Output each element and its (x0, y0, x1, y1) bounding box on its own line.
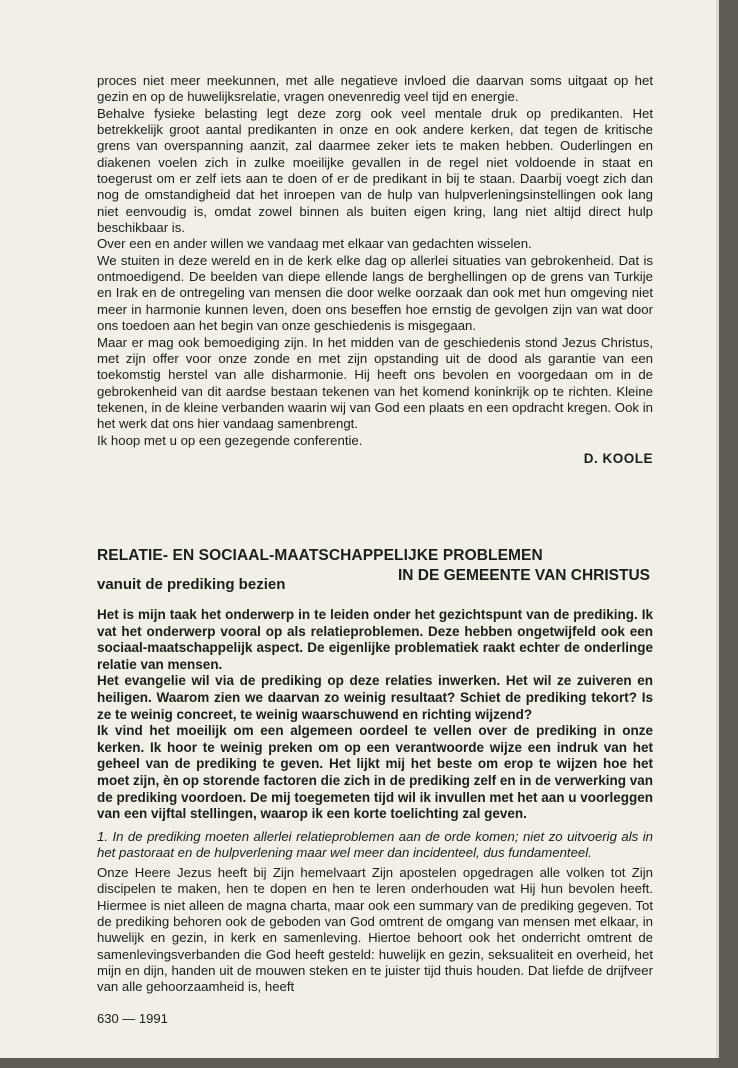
paragraph: Behalve fysieke belasting legt deze zorg ook veel mentale druk op predikanten. Het betrekkelijk groot aantal predikanten in onze en ook andere kerken, dat tegen de kritische grens van overspanning aanzit, zal daarmee zeker iets te maken hebben. Ouderlingen en diakenen voelen zich in zulke moeilijke gevallen in de regel niet voldoende in staat en toegerust om er zelf iets aan te doen of er de predikant in bij te staan. Daarbij voegt zich dan nog de omstandigheid dat het inroepen van de hulp van hulpverleningsinstellingen ook lang niet eenvoudig is, omdat zowel binnen als buiten eigen kring, lang niet altijd direct hulp beschikbaar is. (97, 105, 653, 236)
body-paragraph: Onze Heere Jezus heeft bij Zijn hemelvaart Zijn apostelen opgedragen alle volken tot Zijn discipelen te maken, hen te dopen en hen te leren onderhouden wat Hij hun bevolen heeft. Hiermee is niet alleen de magna charta, maar ook een summary van de prediking gegeven. Tot de prediking behoren ook de geboden van God omtrent de omgang van mensen met elkaar, in huwelijk en gezin, in kerk en samenleving. Hiertoe behoort ook het onderricht omtrent de samenlevingsverbanden die God heeft gesteld: huwelijk en gezin, seksualiteit en overheid, het mijn en dijn, handen uit de mouwen steken en te juister tijd thuis houden. Dat liefde de drijfveer van alle gehoorzaamheid is, heeft (97, 865, 653, 995)
text-column (97, 73, 653, 1026)
intro-paragraph: Het is mijn taak het onderwerp in te leiden onder het gezichtspunt van de prediking. Ik vat het onderwerp vooral op als relatieproblemen. Deze hebben ongetwijfeld ook een sociaal-maatschappelijk aspect. De eigenlijke problematiek raakt echter de onderlinge relatie van mensen. (97, 607, 653, 672)
intro-paragraph: Ik vind het moeilijk om een algemeen oordeel te vellen over de prediking in onze kerken. Ik hoor te weinig preken om op een verantwoorde wijze een indruk van het geheel van de prediking te geven. Het lijkt mij het beste om erop te wijzen hoe het moet zijn, èn op storende factoren die zich in de prediking zelf en in de verwerking van de prediking voordoen. De mij toegemeten tijd wil ik invullen met het aan u voorleggen van een vijftal stellingen, waarop ik een korte toelichting zal geven. (97, 723, 653, 822)
article-intro (97, 607, 653, 823)
thesis-1: 1. In de prediking moeten allerlei relatieproblemen aan de orde komen; niet zo uitvoerig als in het pastoraat en de hulpverlening maar wel meer dan incidenteel, dus fundamenteel. (97, 829, 653, 861)
article-title-line-2: IN DE GEMEENTE VAN CHRISTUS (397, 567, 650, 584)
paragraph: proces niet meer meekunnen, met alle negatieve invloed die daarvan soms uitgaat op het gezin en op de huwelijksrelatie, vragen onevenredig veel tijd en energie. (97, 73, 653, 105)
article-title-line-1: RELATIE- EN SOCIAAL-MAATSCHAPPELIJKE PROBLEMEN (97, 547, 543, 564)
paragraph: We stuiten in deze wereld en in de kerk elke dag op allerlei situaties van gebrokenheid. Dat is ontmoedigend. De beelden van diepe ellende langs de berghellingen op de grens van Turkije en Irak en de ontregeling van mensen die door welke oorzaak dan ook met hun omgeving niet meer in harmonie kunnen leven, doen ons beseffen hoe ernstig de gevolgen zijn van wat door ons toedoen aan het begin van onze geschiedenis is misgegaan. (97, 252, 653, 334)
paragraph: Ik hoop met u op een gezegende conferentie. (97, 432, 363, 448)
article-subtitle: vanuit de prediking bezien (97, 576, 286, 593)
paragraph: Over een en ander willen we vandaag met elkaar van gedachten wisselen. (97, 236, 532, 252)
closing-remarks (97, 73, 653, 466)
intro-paragraph: Het evangelie wil via de prediking op deze relaties inwerken. Het wil ze zuiveren en heiligen. Waarom zien we daarvan zo weinig resultaat? Schiet de prediking tekort? Is ze te weinig concreet, te weinig waarschuwend en richting wijzend? (97, 673, 653, 722)
page-number: 630 — 1991 (97, 1011, 168, 1026)
paragraph: Maar er mag ook bemoediging zijn. In het midden van de geschiedenis stond Jezus Christus, met zijn offer voor onze zonde en met zijn opstanding uit de dood als garantie van een toekomstig herstel van alle disharmonie. Hij heeft ons bevolen en voorgedaan om in de gebrokenheid van dit aardse bestaan tekenen van het komend koninkrijk op te richten. Kleine tekenen, in de kleine verbanden waarin wij van God een plaats en een opdracht kregen. Ook in het werk dat ons hier vandaag samenbrengt. (97, 334, 653, 432)
author-signature: D. KOOLE (583, 450, 653, 466)
